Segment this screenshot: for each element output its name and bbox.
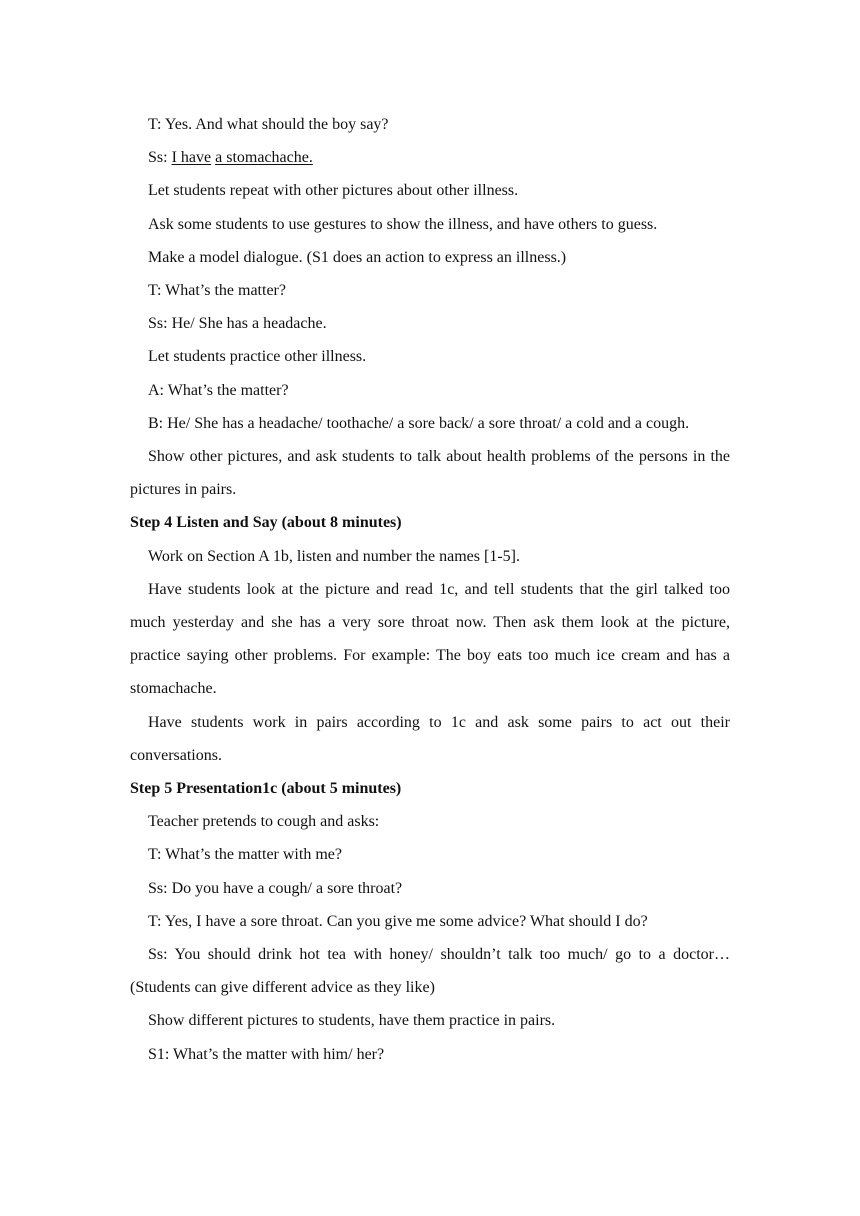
instruction-line: Teacher pretends to cough and asks:: [148, 813, 380, 831]
dialogue-line: T: What’s the matter with me?: [148, 846, 342, 864]
instruction-line: Let students repeat with other pictures about other illness.: [148, 182, 519, 200]
dialogue-line: T: What’s the matter?: [148, 282, 286, 300]
speaker-label: Ss:: [148, 149, 172, 167]
instruction-line: Make a model dialogue. (S1 does an action to express an illness.): [148, 248, 567, 266]
dialogue-line: T: Yes. And what should the boy say?: [148, 116, 389, 133]
document-page: [130, 108, 730, 1071]
instruction-line: Show different pictures to students, have them practice in pairs.: [148, 1012, 556, 1030]
instruction-line: Let students practice other illness.: [148, 348, 367, 366]
instruction-paragraph: Have students work in pairs according to 1c and ask some pairs to act out their conversations.: [130, 713, 730, 764]
underlined-phrase: a stomachache.: [215, 149, 313, 167]
underlined-phrase: I have: [171, 149, 212, 167]
dialogue-line: [130, 141, 730, 174]
section-heading: Step 4 Listen and Say (about 8 minutes): [130, 514, 402, 532]
instruction-paragraph: Have students look at the picture and read 1c, and tell students that the girl talked too much yesterday and she has a very sore throat now. Then ask them look at the picture, practice saying other problems. For example: The boy eats too much ice cream and has a stomachache.: [130, 580, 730, 698]
dialogue-line: Ss: You should drink hot tea with honey/ shouldn’t talk too much/ go to a doctor…(Students can give different advice as they like): [130, 946, 730, 997]
dialogue-line: S1: What’s the matter with him/ her?: [148, 1045, 385, 1063]
dialogue-line: B: He/ She has a headache/ toothache/ a sore back/ a sore throat/ a cold and a cough.: [148, 414, 690, 432]
dialogue-line: A: What’s the matter?: [148, 381, 289, 399]
instruction-line: Work on Section A 1b, listen and number the names [1-5].: [148, 547, 520, 565]
dialogue-line: T: Yes, I have a sore throat. Can you give me some advice? What should I do?: [148, 912, 648, 930]
instruction-line: Ask some students to use gestures to show the illness, and have others to guess.: [148, 215, 658, 233]
dialogue-line: Ss: He/ She has a headache.: [148, 315, 327, 333]
instruction-paragraph: Show other pictures, and ask students to talk about health problems of the persons in the pictures in pairs.: [130, 448, 730, 499]
section-heading: Step 5 Presentation1c (about 5 minutes): [130, 780, 402, 798]
dialogue-line: Ss: Do you have a cough/ a sore throat?: [148, 879, 403, 897]
